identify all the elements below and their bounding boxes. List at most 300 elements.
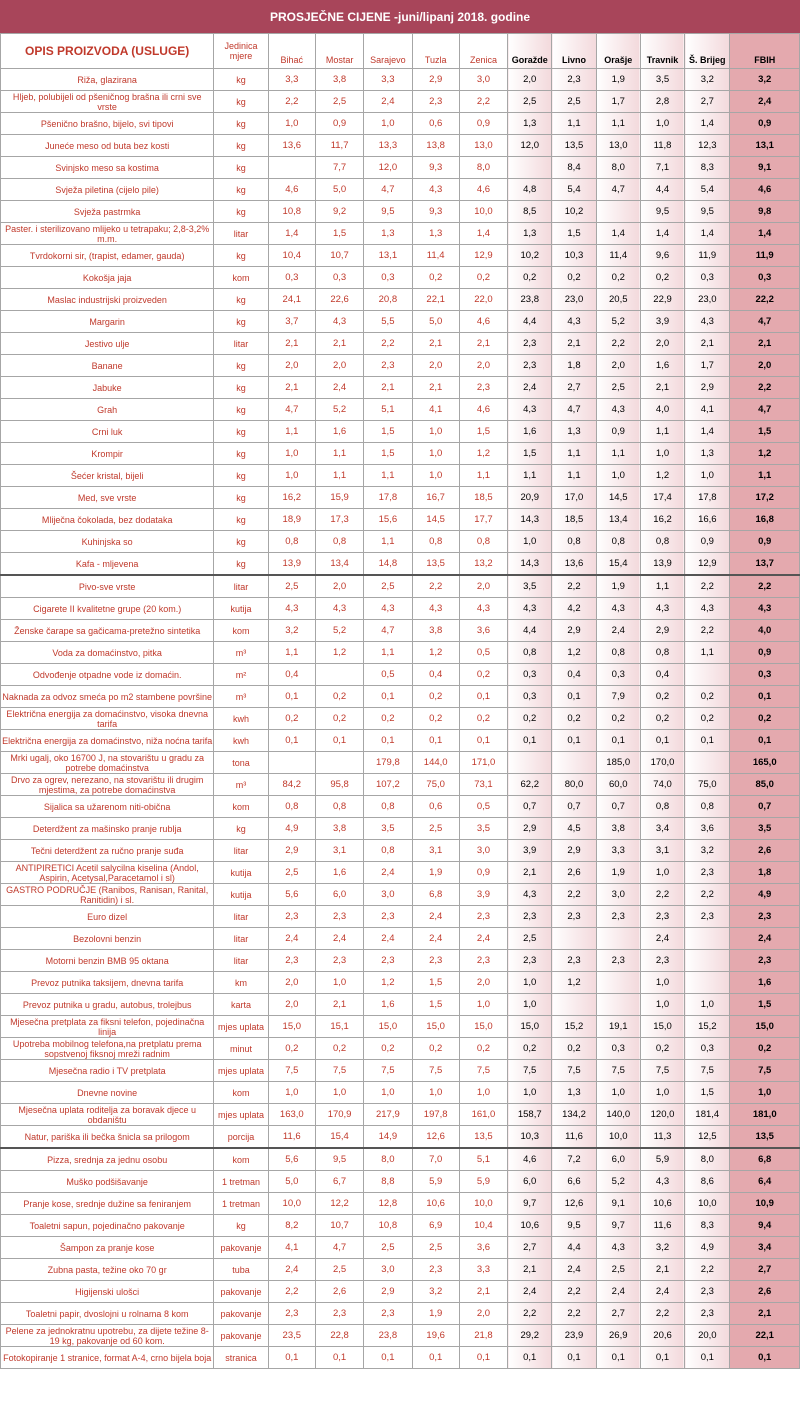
- price-cell: 0,2: [315, 708, 363, 730]
- price-cell: 18,5: [552, 509, 596, 531]
- unit-cell: mjes uplata: [214, 1060, 268, 1082]
- price-cell: 4,4: [508, 620, 552, 642]
- price-cell: 5,4: [685, 179, 730, 201]
- price-cell: 0,8: [364, 840, 412, 862]
- price-cell: 0,4: [552, 664, 596, 686]
- price-cell: 8,0: [596, 157, 640, 179]
- price-cell: 13,3: [364, 135, 412, 157]
- price-cell: 15,9: [315, 487, 363, 509]
- table-row: [1, 928, 800, 950]
- unit-cell: kg: [214, 487, 268, 509]
- product-name: Euro dizel: [1, 906, 214, 928]
- price-cell: 10,8: [364, 1215, 412, 1237]
- price-cell: 217,9: [364, 1104, 412, 1126]
- fbih-average-cell: 6,4: [730, 1171, 800, 1193]
- price-cell: 2,3: [412, 91, 459, 113]
- price-cell: 20,6: [640, 1325, 684, 1347]
- price-cell: 22,6: [315, 289, 363, 311]
- product-name: Upotreba mobilnog telefona,na pretplatu prema sopstvenoj fiksnoj mreži radnim: [1, 1038, 214, 1060]
- price-cell: 0,4: [268, 664, 315, 686]
- price-cell: 4,9: [685, 1237, 730, 1259]
- price-cell: 7,5: [412, 1060, 459, 1082]
- price-cell: 3,0: [459, 840, 507, 862]
- price-cell: 2,2: [552, 1281, 596, 1303]
- price-cell: 2,5: [596, 1259, 640, 1281]
- price-cell: 0,2: [315, 686, 363, 708]
- unit-cell: litar: [214, 575, 268, 598]
- fbih-average-cell: 0,1: [730, 730, 800, 752]
- price-cell: 8,0: [364, 1148, 412, 1171]
- table-row: [1, 157, 800, 179]
- price-cell: 1,0: [508, 994, 552, 1016]
- fbih-average-cell: 3,4: [730, 1237, 800, 1259]
- price-cell: 18,9: [268, 509, 315, 531]
- price-cell: 15,0: [640, 1016, 684, 1038]
- unit-cell: kg: [214, 1215, 268, 1237]
- table-row: [1, 950, 800, 972]
- price-cell: 1,4: [459, 223, 507, 245]
- price-cell: 16,2: [268, 487, 315, 509]
- price-cell: 0,1: [552, 730, 596, 752]
- table-row: [1, 664, 800, 686]
- price-cell: 3,8: [412, 620, 459, 642]
- price-cell: 1,0: [268, 465, 315, 487]
- price-cell: 2,0: [459, 972, 507, 994]
- price-cell: 0,1: [268, 730, 315, 752]
- price-cell: 13,5: [412, 553, 459, 576]
- product-name: Sijalica sa užarenom niti-obična: [1, 796, 214, 818]
- unit-cell: litar: [214, 223, 268, 245]
- fbih-average-cell: 4,0: [730, 620, 800, 642]
- unit-cell: kg: [214, 289, 268, 311]
- price-cell: 1,4: [685, 113, 730, 135]
- price-cell: 0,1: [685, 1347, 730, 1369]
- price-cell: 4,3: [315, 311, 363, 333]
- price-cell: 2,1: [459, 333, 507, 355]
- price-cell: 2,3: [508, 906, 552, 928]
- price-cell: 12,0: [364, 157, 412, 179]
- price-cell: 1,1: [640, 421, 684, 443]
- product-name: Pšenično brašno, bijelo, svi tipovi: [1, 113, 214, 135]
- price-cell: 4,3: [412, 598, 459, 620]
- table-row: [1, 1303, 800, 1325]
- price-cell: 1,7: [685, 355, 730, 377]
- table-row: [1, 443, 800, 465]
- price-cell: 7,5: [459, 1060, 507, 1082]
- price-cell: 1,0: [315, 1082, 363, 1104]
- price-cell: 2,3: [364, 1303, 412, 1325]
- price-cell: 3,2: [268, 620, 315, 642]
- price-cell: 0,7: [552, 796, 596, 818]
- unit-cell: tuba: [214, 1259, 268, 1281]
- price-cell: 1,4: [596, 223, 640, 245]
- table-row: [1, 1237, 800, 1259]
- price-cell: 7,5: [596, 1060, 640, 1082]
- fbih-average-cell: 0,1: [730, 686, 800, 708]
- price-cell: 15,4: [315, 1126, 363, 1149]
- unit-cell: stranica: [214, 1347, 268, 1369]
- price-cell: 1,0: [640, 994, 684, 1016]
- price-cell: 1,0: [640, 1082, 684, 1104]
- price-cell: 4,5: [552, 818, 596, 840]
- price-cell: 0,8: [459, 531, 507, 553]
- table-row: [1, 620, 800, 642]
- unit-cell: kg: [214, 355, 268, 377]
- price-cell: 1,1: [552, 465, 596, 487]
- price-cell: 2,7: [552, 377, 596, 399]
- price-cell: 2,0: [268, 972, 315, 994]
- price-cell: 8,3: [685, 1215, 730, 1237]
- price-cell: 2,4: [315, 377, 363, 399]
- fbih-average-cell: 0,2: [730, 708, 800, 730]
- price-cell: 3,2: [640, 1237, 684, 1259]
- price-cell: 2,3: [596, 950, 640, 972]
- price-cell: 12,9: [459, 245, 507, 267]
- product-name: Kuhinjska so: [1, 531, 214, 553]
- price-cell: 5,4: [552, 179, 596, 201]
- table-row: [1, 1325, 800, 1347]
- price-cell: 62,2: [508, 774, 552, 796]
- price-cell: 14,3: [508, 553, 552, 576]
- price-cell: 3,2: [685, 840, 730, 862]
- price-cell: 0,1: [315, 1347, 363, 1369]
- unit-cell: kom: [214, 1082, 268, 1104]
- price-cell: 2,0: [268, 355, 315, 377]
- price-cell: 9,1: [596, 1193, 640, 1215]
- product-name: Svježa pastrmka: [1, 201, 214, 223]
- price-cell: 2,1: [508, 862, 552, 884]
- price-cell: 8,0: [685, 1148, 730, 1171]
- price-cell: 5,2: [596, 311, 640, 333]
- product-name: Pranje kose, srednje dužine sa feniranjem: [1, 1193, 214, 1215]
- unit-cell: kg: [214, 135, 268, 157]
- product-name: Maslac industrijski proizveden: [1, 289, 214, 311]
- price-cell: 17,7: [459, 509, 507, 531]
- price-cell: 23,5: [268, 1325, 315, 1347]
- product-name: Kokošja jaja: [1, 267, 214, 289]
- price-cell: 4,3: [596, 598, 640, 620]
- price-cell: 4,7: [364, 620, 412, 642]
- price-cell: 4,2: [552, 598, 596, 620]
- price-cell: 0,2: [412, 686, 459, 708]
- price-cell: 2,3: [685, 906, 730, 928]
- price-cell: 4,3: [268, 598, 315, 620]
- price-cell: 4,3: [459, 598, 507, 620]
- product-name: Riža, glazirana: [1, 69, 214, 91]
- product-name: Higijenski ulošci: [1, 1281, 214, 1303]
- price-cell: 0,4: [640, 664, 684, 686]
- price-cell: 1,0: [459, 1082, 507, 1104]
- table-row: [1, 686, 800, 708]
- price-cell: 5,0: [268, 1171, 315, 1193]
- price-cell: 2,5: [268, 575, 315, 598]
- price-cell: 2,4: [508, 1281, 552, 1303]
- price-cell: 73,1: [459, 774, 507, 796]
- price-cell: 2,3: [364, 906, 412, 928]
- price-cell: 11,7: [315, 135, 363, 157]
- price-cell: 5,2: [315, 399, 363, 421]
- fbih-average-cell: 16,8: [730, 509, 800, 531]
- fbih-average-cell: 1,1: [730, 465, 800, 487]
- price-cell: 10,7: [315, 245, 363, 267]
- unit-cell: litar: [214, 928, 268, 950]
- fbih-average-cell: 13,1: [730, 135, 800, 157]
- price-cell: 7,5: [552, 1060, 596, 1082]
- price-cell: 1,0: [412, 465, 459, 487]
- fbih-average-cell: 10,9: [730, 1193, 800, 1215]
- price-cell: 2,7: [685, 91, 730, 113]
- price-cell: 16,6: [685, 509, 730, 531]
- price-cell: 11,4: [412, 245, 459, 267]
- price-cell: 15,0: [508, 1016, 552, 1038]
- price-cell: 0,2: [364, 708, 412, 730]
- table-row: [1, 1193, 800, 1215]
- price-cell: 7,5: [268, 1060, 315, 1082]
- price-cell: 0,3: [508, 664, 552, 686]
- price-cell: 1,3: [508, 223, 552, 245]
- price-cell: 3,1: [640, 840, 684, 862]
- header-city: Š. Brijeg: [685, 34, 730, 69]
- unit-cell: pakovanje: [214, 1325, 268, 1347]
- price-cell: 11,6: [640, 1215, 684, 1237]
- unit-cell: m²: [214, 664, 268, 686]
- price-cell: 0,2: [552, 1038, 596, 1060]
- price-cell: 2,3: [459, 377, 507, 399]
- price-cell: 0,8: [552, 531, 596, 553]
- price-cell: 22,9: [640, 289, 684, 311]
- price-cell: 0,5: [459, 796, 507, 818]
- price-cell: 10,3: [552, 245, 596, 267]
- price-cell: 15,2: [552, 1016, 596, 1038]
- table-row: [1, 862, 800, 884]
- price-cell: 1,1: [640, 575, 684, 598]
- product-name: Krompir: [1, 443, 214, 465]
- price-cell: 2,1: [508, 1259, 552, 1281]
- price-cell: 2,4: [412, 928, 459, 950]
- price-cell: 3,0: [459, 69, 507, 91]
- unit-cell: 1 tretman: [214, 1193, 268, 1215]
- price-cell: 9,5: [552, 1215, 596, 1237]
- fbih-average-cell: 4,6: [730, 179, 800, 201]
- price-cell: 2,1: [552, 333, 596, 355]
- table-row: [1, 906, 800, 928]
- price-cell: 0,3: [508, 686, 552, 708]
- price-cell: 0,2: [412, 1038, 459, 1060]
- price-cell: 1,5: [508, 443, 552, 465]
- header-city: FBIH: [730, 34, 800, 69]
- price-cell: 2,1: [685, 333, 730, 355]
- fbih-average-cell: 0,9: [730, 113, 800, 135]
- price-cell: 0,2: [459, 267, 507, 289]
- price-cell: 0,1: [640, 1347, 684, 1369]
- price-cell: 10,8: [268, 201, 315, 223]
- unit-cell: tona: [214, 752, 268, 774]
- table-row: [1, 69, 800, 91]
- price-cell: 1,9: [412, 1303, 459, 1325]
- price-cell: [685, 928, 730, 950]
- price-cell: 10,0: [459, 201, 507, 223]
- product-name: Toaletni papir, dvoslojni u rolnama 8 kom: [1, 1303, 214, 1325]
- price-cell: 4,4: [508, 311, 552, 333]
- price-cell: 12,2: [315, 1193, 363, 1215]
- price-cell: 3,5: [364, 818, 412, 840]
- fbih-average-cell: 9,8: [730, 201, 800, 223]
- price-cell: 0,1: [364, 686, 412, 708]
- table-row: [1, 1126, 800, 1149]
- unit-cell: kom: [214, 1148, 268, 1171]
- header-product: OPIS PROIZVODA (USLUGE): [1, 34, 214, 69]
- fbih-average-cell: 2,6: [730, 840, 800, 862]
- price-cell: 7,5: [508, 1060, 552, 1082]
- price-cell: 0,1: [268, 686, 315, 708]
- price-cell: 0,5: [364, 664, 412, 686]
- price-cell: 0,1: [364, 1347, 412, 1369]
- price-cell: 11,6: [552, 1126, 596, 1149]
- header-city: Livno: [552, 34, 596, 69]
- price-cell: 8,5: [508, 201, 552, 223]
- price-cell: 23,0: [552, 289, 596, 311]
- price-cell: 2,2: [552, 884, 596, 906]
- price-cell: 10,6: [640, 1193, 684, 1215]
- price-cell: 1,0: [640, 862, 684, 884]
- price-cell: 1,3: [508, 113, 552, 135]
- price-cell: 4,3: [508, 884, 552, 906]
- price-cell: 9,3: [412, 201, 459, 223]
- table-row: [1, 377, 800, 399]
- price-cell: 10,0: [685, 1193, 730, 1215]
- table-row: [1, 840, 800, 862]
- price-cell: 5,2: [596, 1171, 640, 1193]
- price-cell: 7,0: [412, 1148, 459, 1171]
- price-cell: 0,9: [315, 113, 363, 135]
- price-cell: 4,6: [459, 311, 507, 333]
- price-cell: 10,7: [315, 1215, 363, 1237]
- price-cell: 10,6: [508, 1215, 552, 1237]
- price-cell: 1,5: [364, 421, 412, 443]
- price-cell: 5,9: [640, 1148, 684, 1171]
- unit-cell: karta: [214, 994, 268, 1016]
- fbih-average-cell: 11,9: [730, 245, 800, 267]
- table-row: [1, 509, 800, 531]
- price-cell: 1,1: [268, 642, 315, 664]
- price-cell: 2,3: [640, 906, 684, 928]
- fbih-average-cell: 0,2: [730, 1038, 800, 1060]
- unit-cell: litar: [214, 333, 268, 355]
- product-name: Mliječna čokolada, bez dodataka: [1, 509, 214, 531]
- price-cell: 140,0: [596, 1104, 640, 1126]
- price-cell: 0,1: [364, 730, 412, 752]
- price-cell: 2,9: [552, 620, 596, 642]
- price-cell: 20,5: [596, 289, 640, 311]
- price-cell: 2,3: [508, 355, 552, 377]
- price-cell: [685, 664, 730, 686]
- price-cell: 2,3: [685, 1303, 730, 1325]
- header-unit: Jedinica mjere: [214, 34, 268, 69]
- fbih-average-cell: 0,9: [730, 642, 800, 664]
- price-cell: 0,8: [315, 796, 363, 818]
- price-cell: 13,9: [268, 553, 315, 576]
- product-name: Mrki ugalj, oko 16700 J, na stovarištu u gradu za potrebe domaćinstva: [1, 752, 214, 774]
- price-cell: 2,5: [268, 862, 315, 884]
- price-cell: 0,2: [268, 1038, 315, 1060]
- price-cell: 0,8: [685, 796, 730, 818]
- price-cell: 7,9: [596, 686, 640, 708]
- price-cell: 0,8: [315, 531, 363, 553]
- price-cell: 1,0: [508, 531, 552, 553]
- price-cell: 1,0: [685, 465, 730, 487]
- price-cell: 2,4: [640, 928, 684, 950]
- price-cell: 2,0: [596, 355, 640, 377]
- price-cell: 20,8: [364, 289, 412, 311]
- price-cell: 4,3: [596, 1237, 640, 1259]
- price-cell: 6,7: [315, 1171, 363, 1193]
- price-cell: 3,6: [459, 1237, 507, 1259]
- price-cell: 10,0: [459, 1193, 507, 1215]
- price-cell: 13,2: [459, 553, 507, 576]
- price-cell: 3,4: [640, 818, 684, 840]
- price-cell: 2,1: [268, 333, 315, 355]
- unit-cell: litar: [214, 950, 268, 972]
- table-row: [1, 796, 800, 818]
- product-name: Jabuke: [1, 377, 214, 399]
- fbih-average-cell: 0,3: [730, 267, 800, 289]
- price-cell: 2,0: [315, 355, 363, 377]
- price-cell: 14,5: [596, 487, 640, 509]
- price-cell: 2,1: [364, 377, 412, 399]
- price-cell: [685, 972, 730, 994]
- fbih-average-cell: 1,5: [730, 994, 800, 1016]
- fbih-average-cell: 2,2: [730, 575, 800, 598]
- price-cell: 3,2: [685, 69, 730, 91]
- product-name: Hljeb, polubijeli od pšeničnog brašna ili crni sve vrste: [1, 91, 214, 113]
- price-cell: 17,4: [640, 487, 684, 509]
- price-cell: 1,5: [459, 421, 507, 443]
- product-name: Pelene za jednokratnu upotrebu, za dijete težine 8-19 kg, pakovanje od 60 kom.: [1, 1325, 214, 1347]
- price-cell: 170,0: [640, 752, 684, 774]
- price-cell: 1,6: [315, 421, 363, 443]
- price-cell: 4,7: [315, 1237, 363, 1259]
- table-row: [1, 1347, 800, 1369]
- fbih-average-cell: 4,7: [730, 399, 800, 421]
- price-cell: 1,5: [685, 1082, 730, 1104]
- fbih-average-cell: 9,4: [730, 1215, 800, 1237]
- price-cell: 1,9: [412, 862, 459, 884]
- price-cell: 15,2: [685, 1016, 730, 1038]
- price-cell: 4,1: [268, 1237, 315, 1259]
- price-cell: 179,8: [364, 752, 412, 774]
- fbih-average-cell: 1,0: [730, 1082, 800, 1104]
- price-cell: 4,3: [364, 598, 412, 620]
- price-cell: 8,2: [268, 1215, 315, 1237]
- price-cell: 23,9: [552, 1325, 596, 1347]
- unit-cell: litar: [214, 840, 268, 862]
- price-cell: 1,5: [315, 223, 363, 245]
- price-cell: 1,2: [412, 642, 459, 664]
- price-cell: 0,2: [364, 1038, 412, 1060]
- price-cell: 16,2: [640, 509, 684, 531]
- price-cell: [552, 752, 596, 774]
- price-cell: 4,1: [412, 399, 459, 421]
- product-name: Muško podšišavanje: [1, 1171, 214, 1193]
- price-cell: 0,8: [364, 796, 412, 818]
- price-cell: 1,5: [412, 972, 459, 994]
- fbih-average-cell: 13,5: [730, 1126, 800, 1149]
- price-cell: 21,8: [459, 1325, 507, 1347]
- fbih-average-cell: 15,0: [730, 1016, 800, 1038]
- price-cell: 0,1: [552, 686, 596, 708]
- table-row: [1, 994, 800, 1016]
- price-cell: 2,2: [459, 91, 507, 113]
